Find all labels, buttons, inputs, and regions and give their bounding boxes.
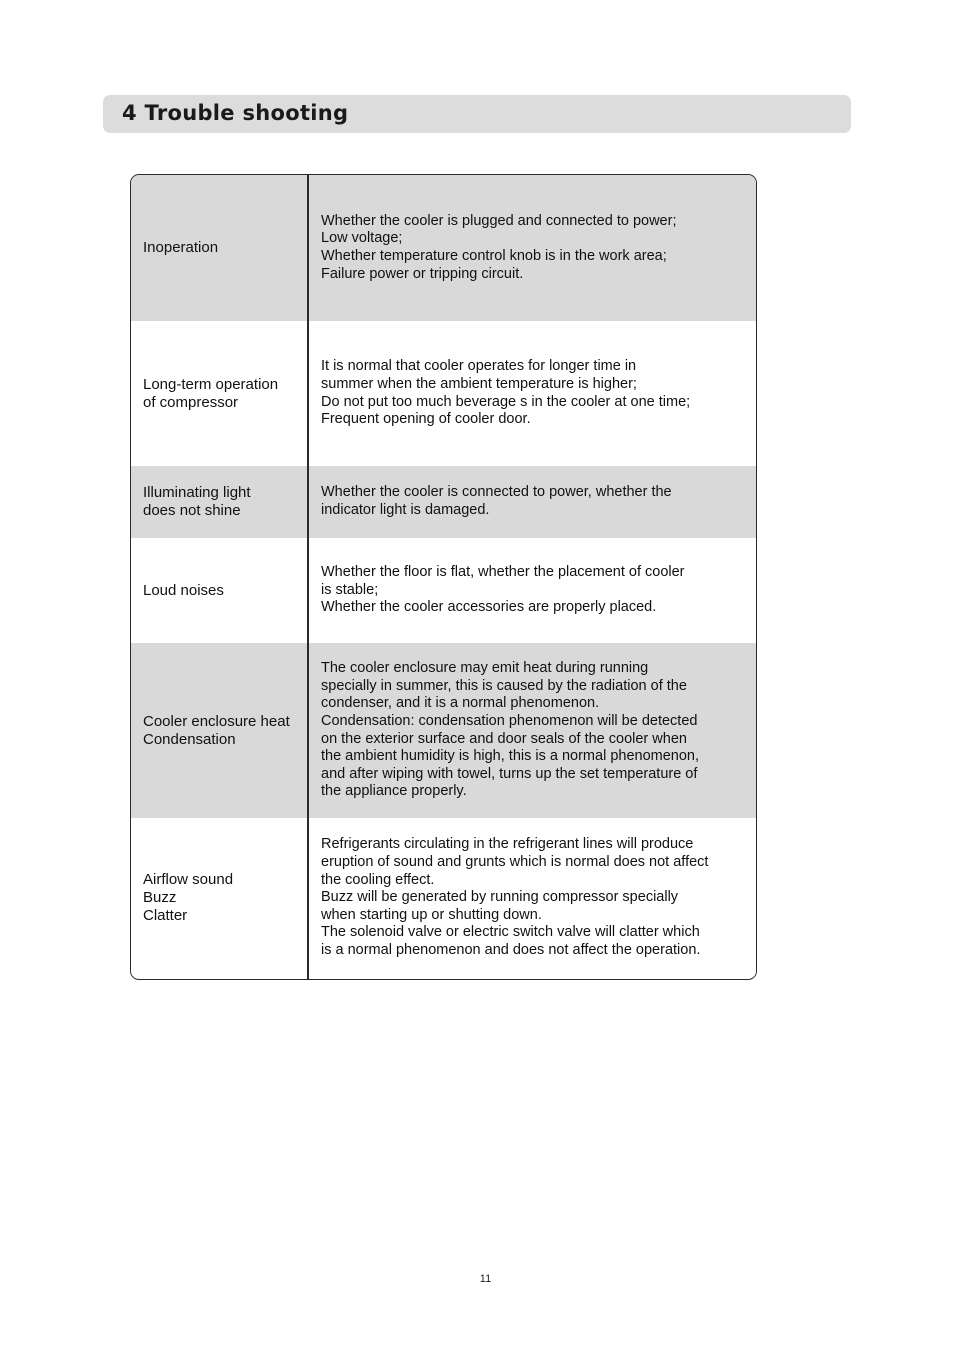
solution-cell: Whether the cooler is connected to power, whether the indicator light is damaged. <box>321 484 672 518</box>
solution-cell: Refrigerants circulating in the refrigerant lines will produce eruption of sound and grunts which is normal does not affect the cooling effect. Buzz will be generated by running compressor specially when starting up or shutting down. The solenoid valve or electric switch valve will clatter which is a normal phenomenon and does not affect the operation. <box>321 836 709 958</box>
problem-cell: Cooler enclosure heat Condensation <box>143 712 290 748</box>
table-row <box>131 818 756 978</box>
problem-cell: Long-term operation of compressor <box>143 375 279 411</box>
table-row <box>131 643 756 818</box>
problem-cell: Inoperation <box>143 239 219 256</box>
table-row <box>131 321 756 466</box>
solution-cell: Whether the floor is flat, whether the placement of cooler is stable; Whether the cooler accessories are properly placed. <box>321 564 685 616</box>
solution-cell: It is normal that cooler operates for longer time in summer when the ambient temperature is higher; Do not put too much beverage s in the cooler at one time; Frequent opening of cooler door. <box>321 358 691 428</box>
problem-cell: Illuminating light does not shine <box>143 484 251 519</box>
page-number: 11 <box>479 1273 492 1285</box>
troubleshooting-table <box>130 174 757 980</box>
problem-cell: Airflow sound Buzz Clatter <box>143 871 234 924</box>
section-title: 4 Trouble shooting <box>122 101 349 125</box>
problem-cell: Loud noises <box>143 581 224 599</box>
section-header <box>103 95 851 133</box>
table-row <box>131 466 756 538</box>
column-divider <box>307 175 309 979</box>
solution-cell: The cooler enclosure may emit heat during running specially in summer, this is caused by the radiation of the condenser, and it is a normal phenomenon. Condensation: condensation phenomenon will be detected on the exterior surface and door seals of the cooler when the ambient humidity is high, this is a normal phenomenon, and after wiping with towel, turns up the set temperature of the appliance properly. <box>321 660 700 800</box>
table-row <box>131 175 756 321</box>
solution-cell: Whether the cooler is plugged and connected to power; Low voltage; Whether temperature control knob is in the work area; Failure power or tripping circuit. <box>321 212 677 282</box>
table-row <box>131 538 756 643</box>
